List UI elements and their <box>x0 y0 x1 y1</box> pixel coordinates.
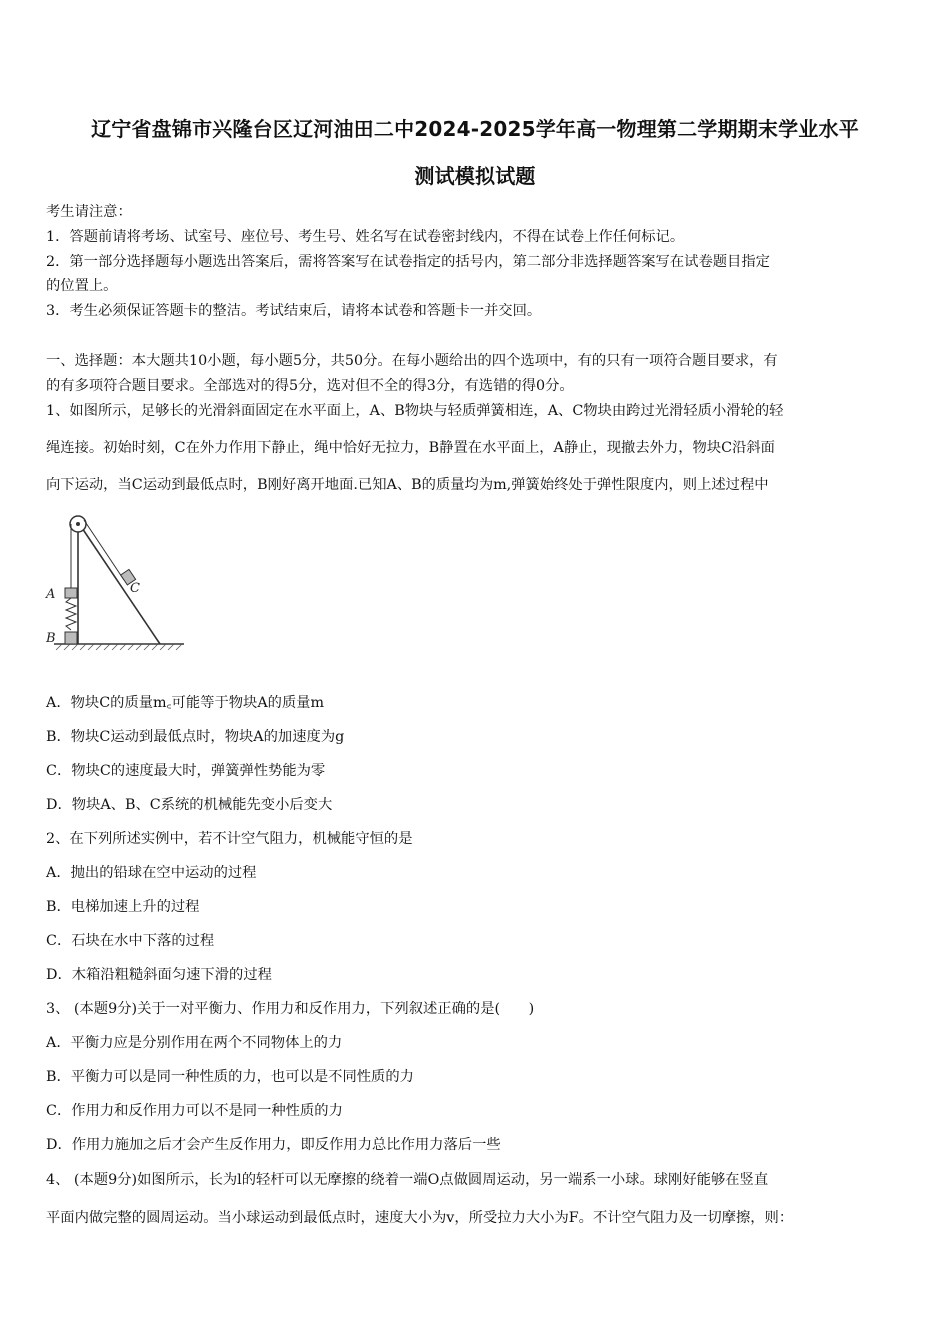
q2-stem: 2、在下列所述实例中，若不计空气阻力，机械能守恒的是 <box>46 831 413 847</box>
spring <box>66 598 76 630</box>
notice-item-1: 1．答题前请将考场、试室号、座位号、考生号、姓名写在试卷密封线内，不得在试卷上作任何标记。 <box>46 229 685 245</box>
q3-option-c: C．作用力和反作用力可以不是同一种性质的力 <box>46 1103 343 1119</box>
q1-stem-line-3: 向下运动，当C运动到最低点时，B刚好离开地面.已知A、B的质量均为m,弹簧始终处于弹性限度内，则上述过程中 <box>46 477 769 493</box>
notice-item-2-cont: 的位置上。 <box>46 278 118 294</box>
q4-stem-line-2: 平面内做完整的圆周运动。当小球运动到最低点时，速度大小为v，所受拉力大小为F。不计空气阻力及一切摩擦，则： <box>46 1210 794 1226</box>
section-instructions-1: 一、选择题：本大题共10小题，每小题5分，共50分。在每小题给出的四个选项中，有的只有一项符合题目要求，有 <box>46 353 778 369</box>
q2-option-b: B．电梯加速上升的过程 <box>46 899 200 915</box>
block-b <box>65 632 77 644</box>
notice-item-2: 2．第一部分选择题每小题选出答案后，需将答案写在试卷指定的括号内，第二部分非选择题答案写在试卷题目指定 <box>46 254 770 270</box>
q3-stem: 3、 (本题9分)关于一对平衡力、作用力和反作用力，下列叙述正确的是( ) <box>46 1001 535 1017</box>
q4-stem-line-1: 4、 (本题9分)如图所示，长为l的轻杆可以无摩擦的绕着一端O点做圆周运动，另一端系一小球。球刚好能够在竖直 <box>46 1172 769 1188</box>
q1-stem-line-2: 绳连接。初始时刻，C在外力作用下静止，绳中恰好无拉力，B静置在水平面上，A静止，现撤去外力，物块C沿斜面 <box>46 440 775 456</box>
rope-to-c <box>84 520 124 580</box>
incline-surface <box>78 522 160 644</box>
q1-stem-line-1: 1、如图所示，足够长的光滑斜面固定在水平面上，A、B物块与轻质弹簧相连，A、C物块由跨过光滑轻质小滑轮的轻 <box>46 403 784 419</box>
q1-option-d: D．物块A、B、C系统的机械能先变小后变大 <box>46 797 333 813</box>
label-c: C <box>130 581 140 596</box>
q3-option-d: D．作用力施加之后才会产生反作用力，即反作用力总比作用力落后一些 <box>46 1137 501 1153</box>
exam-title-line-1: 辽宁省盘锦市兴隆台区辽河油田二中2024-2025学年高一物理第二学期期末学业水平 <box>91 117 859 141</box>
q2-option-c: C．石块在水中下落的过程 <box>46 933 215 949</box>
label-b: B <box>46 631 56 646</box>
incline-pulley-figure <box>40 510 190 662</box>
notice-item-3: 3．考生必须保证答题卡的整洁。考试结束后，请将本试卷和答题卡一并交回。 <box>46 303 542 319</box>
pulley-axle <box>76 522 80 526</box>
section-instructions-2: 的有多项符合题目要求。全部选对的得5分，选对但不全的得3分，有选错的得0分。 <box>46 378 574 394</box>
q3-option-a: A．平衡力应是分别作用在两个不同物体上的力 <box>46 1035 343 1051</box>
exam-title-line-2: 测试模拟试题 <box>414 164 536 188</box>
notice-heading: 考生请注意： <box>46 204 132 220</box>
q2-option-a: A．抛出的铅球在空中运动的过程 <box>46 865 257 881</box>
block-a <box>65 588 77 598</box>
q2-option-d: D．木箱沿粗糙斜面匀速下滑的过程 <box>46 967 272 983</box>
label-a: A <box>46 587 56 602</box>
q1-option-b: B．物块C运动到最低点时，物块A的加速度为g <box>46 729 345 745</box>
q3-option-b: B．平衡力可以是同一种性质的力，也可以是不同性质的力 <box>46 1069 414 1085</box>
q1-option-a: A．物块C的质量m꜀可能等于物块A的质量m <box>46 695 325 711</box>
q1-option-c: C．物块C的速度最大时，弹簧弹性势能为零 <box>46 763 326 779</box>
ground-hatching <box>56 644 182 650</box>
